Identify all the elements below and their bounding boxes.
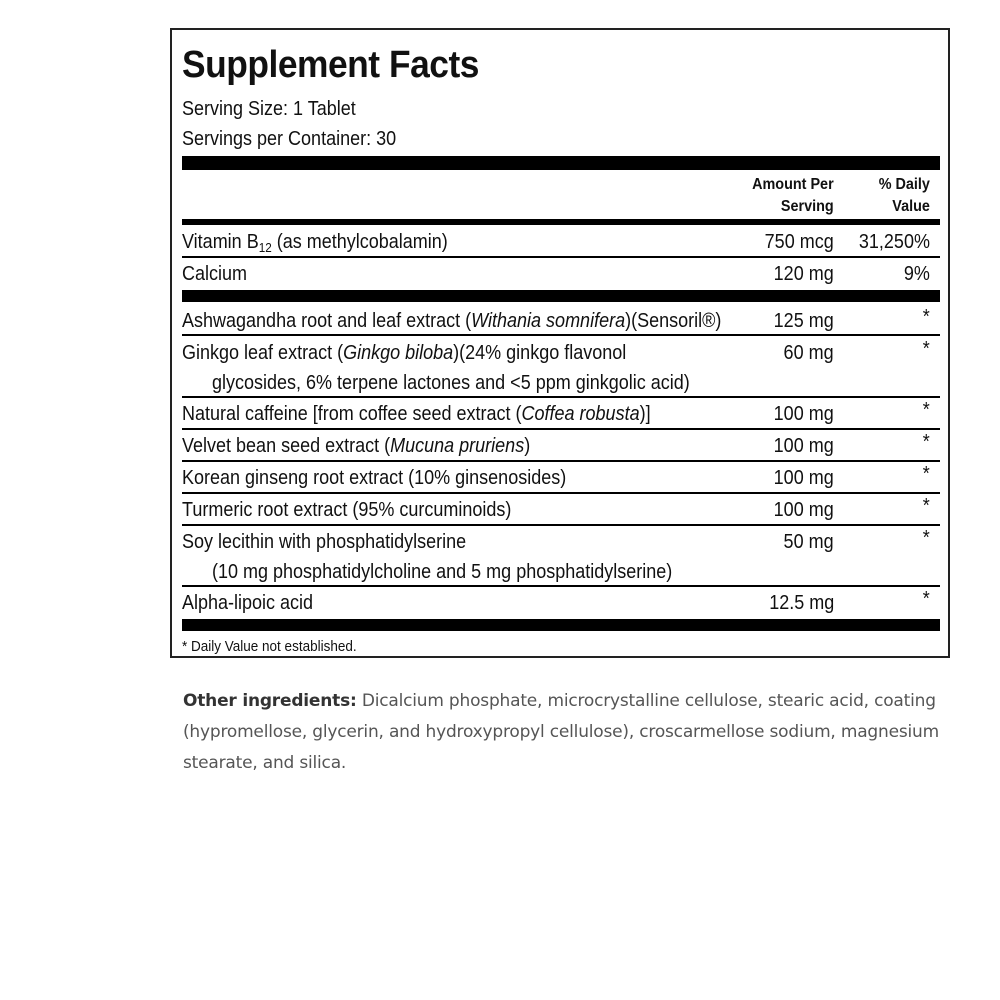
ingredient-daily-value: * [922, 463, 930, 485]
ingredient-amount: 50 mg [783, 531, 834, 553]
ingredient-daily-value: * [922, 588, 930, 610]
table-row [182, 431, 940, 461]
ingredient-amount: 100 mg [773, 403, 834, 425]
header-divider [182, 219, 940, 225]
table-row [182, 259, 940, 289]
nutrient-name: Calcium [182, 263, 248, 285]
row-divider [182, 460, 940, 462]
nutrient-amount: 120 mg [773, 263, 834, 285]
ingredient-name: Velvet bean seed extract (Mucuna pruriens) [182, 435, 531, 457]
table-row [182, 227, 940, 257]
row-divider [182, 396, 940, 398]
panel-title: Supplement Facts [182, 44, 479, 86]
thick-divider-middle [182, 290, 940, 302]
amount-per-serving-header: Amount Per Serving [752, 176, 834, 215]
ingredient-name: Ashwagandha root and leaf extract (Withania somnifera)(Sensoril®) [182, 310, 722, 332]
ingredient-name: Korean ginseng root extract (10% ginsenosides) [182, 467, 567, 489]
daily-value-header: % Daily Value [878, 176, 930, 215]
ingredient-name: Soy lecithin with phosphatidylserine [182, 531, 467, 553]
ingredient-daily-value: * [922, 306, 930, 328]
ingredient-name: Ginkgo leaf extract (Ginkgo biloba)(24% ginkgo flavonol [182, 342, 627, 364]
ingredient-daily-value: * [922, 399, 930, 421]
nutrient-daily-value: 9% [903, 263, 930, 285]
other-ingredients-label: Other ingredients: [183, 691, 357, 711]
ingredient-amount: 125 mg [773, 310, 834, 332]
ingredient-name-continued: glycosides, 6% terpene lactones and <5 ppm ginkgolic acid) [212, 372, 690, 394]
ingredient-amount: 12.5 mg [768, 592, 834, 614]
nutrient-daily-value: 31,250% [858, 231, 930, 253]
nutrient-name: Vitamin $B_{12}$ (as methylcobalamin) [182, 231, 448, 255]
ingredient-daily-value: * [922, 431, 930, 453]
serving-size: Serving Size: 1 Tablet [182, 98, 356, 120]
ingredient-daily-value: * [922, 527, 930, 549]
ingredient-name-continued: (10 mg phosphatidylcholine and 5 mg phosphatidylserine) [212, 561, 673, 583]
other-ingredients-text: Dicalcium phosphate, microcrystalline cellulose, stearic acid, coating (hypromellose, glycerin, and hydroxypropyl cellulose), croscarmellose sodium, magnesium stearate, and silica. [183, 691, 939, 773]
ingredient-daily-value: * [922, 338, 930, 360]
ingredient-name: Alpha-lipoic acid [182, 592, 314, 614]
row-divider [182, 256, 940, 258]
other-ingredients [183, 686, 993, 779]
ingredient-name: Natural caffeine [from coffee seed extract (Coffea robusta)] [182, 403, 651, 425]
row-divider [182, 334, 940, 336]
table-row [182, 495, 940, 525]
ingredient-amount: 100 mg [773, 435, 834, 457]
row-divider [182, 585, 940, 587]
table-row [182, 588, 940, 618]
row-divider [182, 524, 940, 526]
ingredient-amount: 60 mg [783, 342, 834, 364]
thick-divider-top [182, 156, 940, 170]
ingredient-daily-value: * [922, 495, 930, 517]
nutrient-amount: 750 mcg [764, 231, 834, 253]
ingredient-name: Turmeric root extract (95% curcuminoids) [182, 499, 512, 521]
table-row [182, 399, 940, 429]
ingredient-amount: 100 mg [773, 467, 834, 489]
row-divider [182, 492, 940, 494]
table-row [182, 527, 940, 587]
ingredient-amount: 100 mg [773, 499, 834, 521]
table-row [182, 338, 940, 398]
table-row [182, 306, 940, 336]
thick-divider-bottom [182, 619, 940, 631]
row-divider [182, 428, 940, 430]
table-row [182, 463, 940, 493]
supplement-facts-panel [170, 28, 950, 658]
daily-value-footnote: * Daily Value not established. [182, 638, 357, 655]
servings-per-container: Servings per Container: 30 [182, 128, 397, 150]
